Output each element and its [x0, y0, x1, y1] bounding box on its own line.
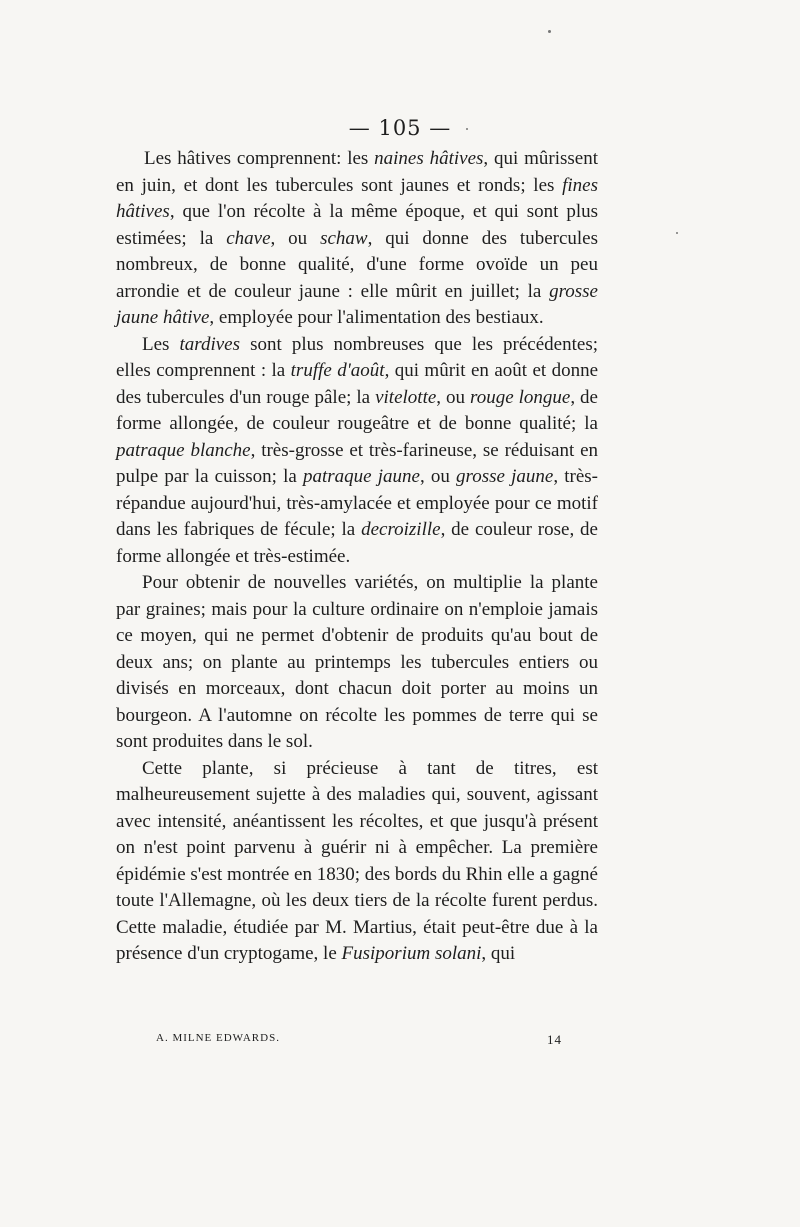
italic-term: grosse jaune hâtive	[116, 280, 598, 328]
text-run: , de couleur rose, de forme allongée et très-estimée.	[116, 519, 598, 567]
italic-term: truffe d'août	[290, 360, 385, 381]
text-run: , très-grosse et très-farineuse, se réduisant en pulpe par la cuisson; la	[116, 439, 598, 487]
text-run: , ou	[270, 227, 321, 249]
text-run: , que l'on récolte à la même époque, et qui sont plus estimées; la	[116, 201, 598, 249]
body-text	[116, 146, 598, 968]
paper-speck	[676, 232, 678, 234]
text-run: , ou	[436, 386, 471, 408]
text-run: , très-répandue aujourd'hui, très-amylacée et employée pour ce motif dans les fabriques de fécule; la	[116, 466, 599, 540]
text-run: , qui	[481, 943, 516, 964]
text-run: , de forme allongée, de couleur rougeâtre et de bonne qualité; la	[116, 386, 598, 434]
paragraph	[116, 570, 598, 756]
text-run: , qui donne des tubercules nombreux, de bonne qualité, d'une forme ovoïde un peu arrondie et de couleur jaune : elle mûrit en juillet; la	[116, 227, 598, 302]
italic-term: tardives	[179, 333, 241, 355]
italic-term: chave	[226, 227, 271, 249]
paragraph	[116, 146, 598, 332]
text-run: sont plus nombreuses que les précédentes; elles comprennent : la	[116, 333, 598, 381]
italic-term: grosse jaune	[456, 466, 554, 487]
text-run: , ou	[419, 466, 457, 487]
paragraph	[116, 756, 598, 968]
page-number: — 105 —	[348, 116, 452, 140]
italic-term: decroizille	[361, 519, 441, 540]
italic-term: schaw	[320, 227, 368, 249]
text-run: , qui mûrissent en juin, et dont les tubercules sont jaunes et ronds; les	[116, 148, 598, 196]
paragraph	[116, 332, 598, 571]
text-run: , qui mûrit en août et donne des tubercules d'un rouge pâle; la	[116, 360, 598, 408]
italic-term: patraque jaune	[302, 466, 420, 487]
paper-speck	[466, 128, 468, 130]
text-run: Cette plante, si précieuse à tant de titres, est malheureusement sujette à des maladies qui, souvent, agissant avec intensité, anéantissent les récoltes, et que jusqu'à présent on n'est point parvenu à guérir ni à empêcher. La première épidémie s'est montrée en 1830; des bords du Rhin elle a gagné toute l'Allemagne, où les deux tiers de la récolte furent perdus. Cette maladie, étudiée par M. Martius, était peut-être due à la présence d'un cryptogame, le	[116, 757, 598, 964]
text-run: Pour obtenir de nouvelles variétés, on multiplie la plante par graines; mais pour la culture ordinaire on n'emploie jamais ce moyen, qui ne permet d'obtenir de produits qu'au bout de deux ans; on plante au printemps les tubercules entiers ou divisés en morceaux, dont chacun doit porter au moins un bourgeon. A l'automne on récolte les pommes de terre qui se sont produites dans le sol.	[116, 572, 598, 752]
italic-term: fines hâtives	[116, 174, 598, 222]
text-run: Les hâtives comprennent: les	[144, 148, 375, 169]
paper-speck	[548, 30, 551, 33]
italic-term: naines hâtives	[374, 148, 484, 169]
author-signature: A. MILNE EDWARDS.	[156, 1032, 280, 1044]
italic-term: patraque blanche	[116, 439, 251, 461]
italic-term: Fusiporium solani	[341, 943, 482, 964]
italic-term: vitelotte	[375, 386, 437, 408]
sheet-number: 14	[547, 1032, 562, 1047]
italic-term: rouge longue	[470, 386, 571, 408]
text-run: , employée pour l'alimentation des bestiaux.	[209, 307, 544, 328]
text-run: Les	[142, 333, 180, 355]
